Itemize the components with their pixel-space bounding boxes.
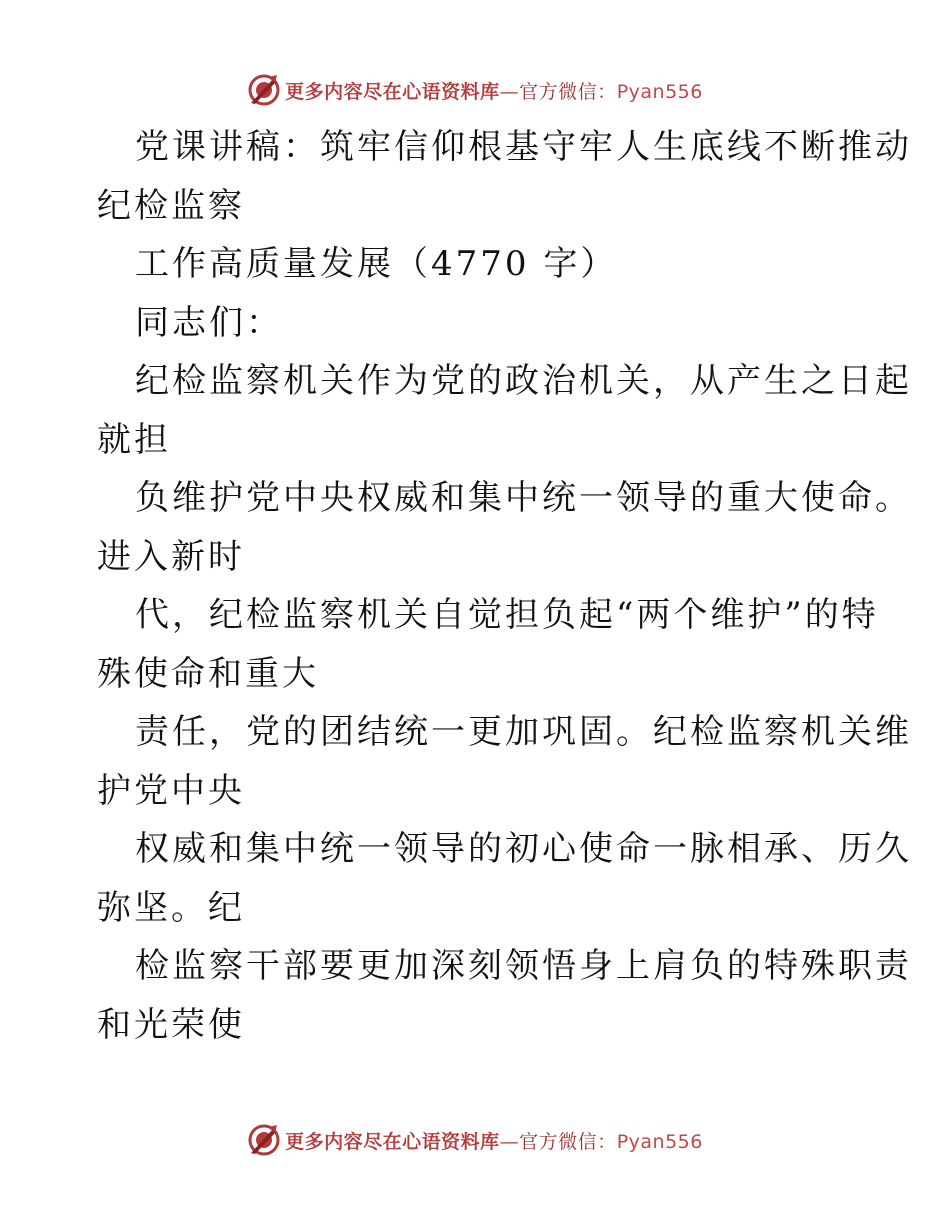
banner-text: 更多内容尽在心语资料库 [285,1130,500,1153]
wechat-label: 官方微信： [519,1130,617,1153]
paragraph-line: 弥坚。纪 [97,887,245,928]
paragraph-line: 代，纪检监察机关自觉担负起“两个维护”的特 [135,595,879,635]
banner-dash: — [499,1130,520,1153]
paragraph-line: 殊使命和重大 [97,653,319,694]
wechat-id: Pyan556 [616,1130,703,1153]
paragraph-line: 就担 [97,419,171,460]
quill-pen-logo [247,1123,281,1157]
paragraph-line: 检监察干部要更加深刻领悟身上肩负的特殊职责 [135,946,912,986]
quill-pen-logo [247,73,281,107]
title-line-3: 工作高质量发展（4770 字） [135,244,618,284]
wechat-id: Pyan556 [616,80,703,103]
title-line-2: 纪检监察 [97,185,245,226]
wechat-label: 官方微信： [519,80,617,103]
banner-dash: — [499,80,520,103]
paragraph-line: 和光荣使 [97,1004,245,1045]
header-banner [0,70,950,110]
paragraph-line: 负维护党中央权威和集中统一领导的重大使命。 [135,478,912,518]
banner-text: 更多内容尽在心语资料库 [285,80,500,103]
paragraph-line: 护党中央 [97,770,245,811]
title-line-1: 党课讲稿：筑牢信仰根基守牢人生底线不断推动 [135,127,912,167]
salutation: 同志们： [135,302,283,343]
document-body [97,118,912,1054]
paragraph-line: 责任，党的团结统一更加巩固。纪检监察机关维 [135,712,912,752]
paragraph-line: 权威和集中统一领导的初心使命一脉相承、历久 [135,829,912,869]
paragraph-line: 进入新时 [97,536,245,577]
paragraph-line: 纪检监察机关作为党的政治机关，从产生之日起 [135,361,912,401]
footer-banner [0,1120,950,1160]
